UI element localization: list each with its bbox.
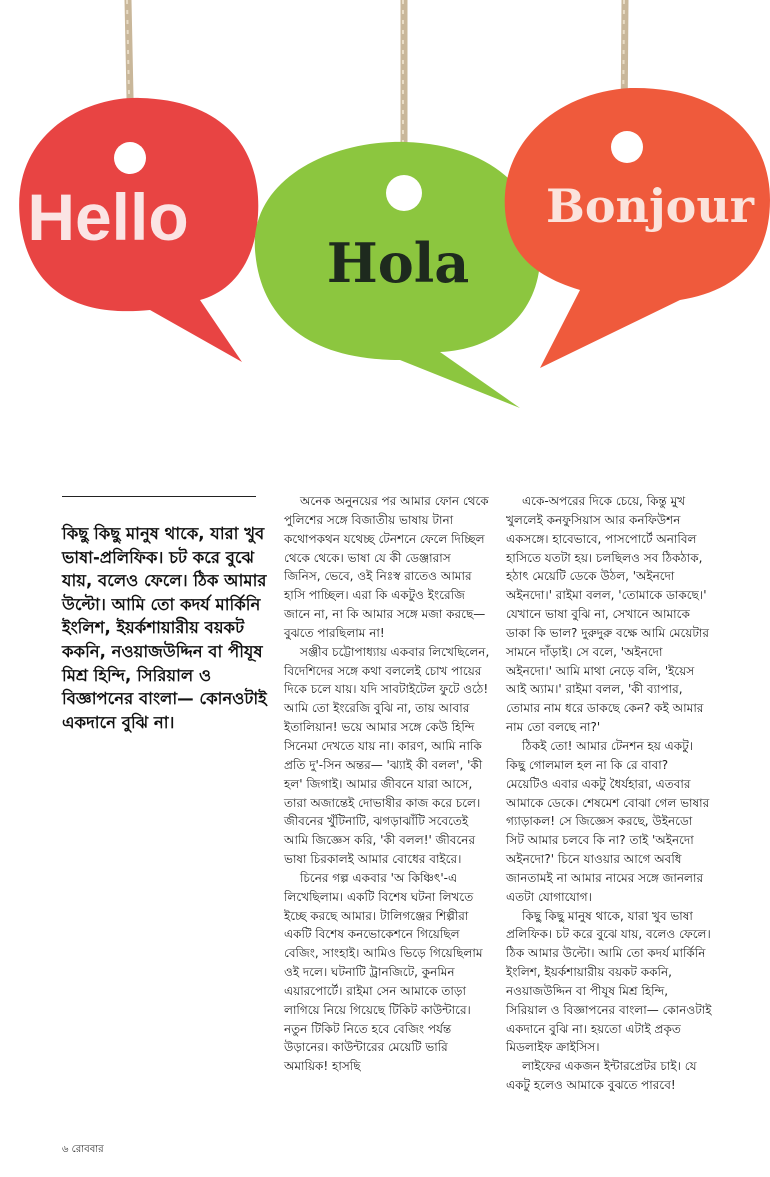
hello-bubble: [19, 98, 258, 362]
hola-text: Hola: [326, 231, 470, 295]
paragraph: চিনের গল্প একবার 'অ কিঞ্চিৎ'-এ লিখেছিলাম। একটি বিশেষ ঘটনা লিখতে ইচ্ছে করছে আমার। টালিগঞ্জের শিল্পীরা একটি বিশেষ কনভোকেশনে গিয়েছিল বেজিং, সাংহাই। আমিও ভিড়ে গিয়েছিলাম ওই দলে। ঘটনাটি ট্রানজিটে, কুনমিন এয়ারপোর্টে। রাইমা সেন আমাকে তাড়া লাগিয়ে নিয়ে গিয়েছে টিকিট কাউন্টারে। নতুন টিকিট নিতে হবে বেজিং পর্যন্ত উড়ানের। কাউন্টারের মেয়েটি ভারি অমায়িক! হাসছি: [284, 870, 483, 1074]
paragraph: লাইফের একজন ইন্টারপ্রেটর চাই। যে একটু হলেও আমাকে বুঝতে পারবে!: [506, 1059, 697, 1093]
page-footer: ৬ রোববার: [62, 1144, 104, 1155]
paragraph: ঠিকই তো! আমার টেনশন হয় একটু। কিছু গোলমাল হল না কি রে বাবা? মেয়েটিও এবার একটু ধৈর্যহারা, এতবার আমাকে ডেকে। শেষমেশ বোঝা গেল ভাষার গ্যাড়াকল! সে জিজ্ঞেস করছে, উইনডো সিট আমার চলবে কি না? তাই 'অইনদো অইনদো?' চিনে যাওয়ার আগে অবধি জানতামই না আমার নামের সঙ্গে জানলার এতটা যোগাযোগ।: [506, 738, 710, 904]
hello-text: Hello: [27, 180, 189, 254]
paragraph: একে-অপরের দিকে চেয়ে, কিন্তু মুখ খুললেই কনফুসিয়াস আর কনফিউশন একসঙ্গে। হাবেভাবে, পাসপোর্টে অনাবিল হাসিতে যতটা হয়। চলছিলও সব ঠিকঠাক, হঠাৎ মেয়েটি ডেকে উঠল, 'অইনদো অইনদো।' রাইমা বলল, 'তোমাকে ডাকছে।' যেখানে ভাষা বুঝি না, সেখানে আমাকে ডাকা কি ভাল? দুরুদুরু বক্ষে আমি মেয়েটার সামনে দাঁড়াই। সে বলে, 'অইনদো অইনদো।' আমি মাথা নেড়ে বলি, 'ইয়েস আই অ্যাম।' রাইমা বলল, 'কী ব্যাপার, তোমার নাম ধরে ডাকছে কেন? কই আমার নাম তো বলছে না?': [506, 494, 710, 735]
paragraph: সঞ্জীব চট্টোপাধ্যায় একবার লিখেছিলেন, বিদেশিদের সঙ্গে কথা বললেই চোখ পায়ের দিকে চলে যায়। যদি সাবটাইটেল ফুটে ওঠে! আমি তো ইংরেজি বুঝি না, তায় আবার ইতালিয়ান! ভয়ে আমার সঙ্গে কেউ হিন্দি সিনেমা দেখতে যায় না। কারণ, আমি নাকি প্রতি দু'-সিন অন্তর— 'ঝ্যাই কী বলল', 'কী হল' জিগাই। আমার জীবনে যারা আসে, তারা অজান্তেই দোভাষীর কাজ করে চলে। জীবনের খুঁটিনাটি, ঝগড়াঝাঁটি সবেতেই আমি জিজ্ঞেস করি, 'কী বলল!' জীবনের ভাষা চিরকালই আমার বোধের বাইরে।: [284, 644, 490, 867]
speech-bubbles-illustration: [0, 0, 770, 420]
bonjour-text: Bonjour: [545, 179, 755, 233]
pullquote: কিছু কিছু মানুষ থাকে, যারা খুব ভাষা-প্রলিফিক। চট করে বুঝে যায়, বলেও ফেলে। ঠিক আমার উল্টো। আমি তো কদর্য মার্কিনি ইংলিশ, ইয়র্কশায়ারীয় বয়কট ককনি, নওয়াজউদ্দিন বা পীযূষ মিশ্র হিন্দি, সিরিয়াল ও বিজ্ঞাপনের বাংলা— কোনওটাই একদানে বুঝি না।: [62, 524, 267, 732]
pullquote-divider: [62, 496, 256, 497]
hola-bubble: [255, 142, 541, 408]
bonjour-bubble: [505, 88, 770, 368]
article-column-2: [506, 492, 712, 1095]
article-column-1: [284, 492, 490, 1076]
paragraph: কিছু কিছু মানুষ থাকে, যারা খুব ভাষা প্রলিফিক। চট করে বুঝে যায়, বলেও ফেলে। ঠিক আমার উল্টো। আমি তো কদর্য মার্কিনি ইংলিশ, ইয়র্কশায়ারীয় বয়কট ককনি, নওয়াজউদ্দিন বা পীযূষ মিশ্র হিন্দি, সিরিয়াল ও বিজ্ঞাপনের বাংলা— কোনওটাই একদানে বুঝি না। হয়তো এটাই প্রকৃত মিডলাইফ ক্রাইসিস।: [506, 908, 712, 1055]
paragraph: অনেক অনুনয়ের পর আমার ফোন থেকে পুলিশের সঙ্গে বিজাতীয় ভাষায় টানা কথোপকথন যথেচ্ছ টেনশনে ফেলে দিচ্ছিল থেকে থেকে। ভাষা যে কী ডেঞ্জারাস জিনিস, ভেবে, ওই নিঃস্ব রাতেও আমার হাসি পাচ্ছিল। এরা কি একটুও ইংরেজি জানে না, না কি আমার সঙ্গে মজা করছে— বুঝতে পারছিলাম না!: [284, 494, 489, 640]
